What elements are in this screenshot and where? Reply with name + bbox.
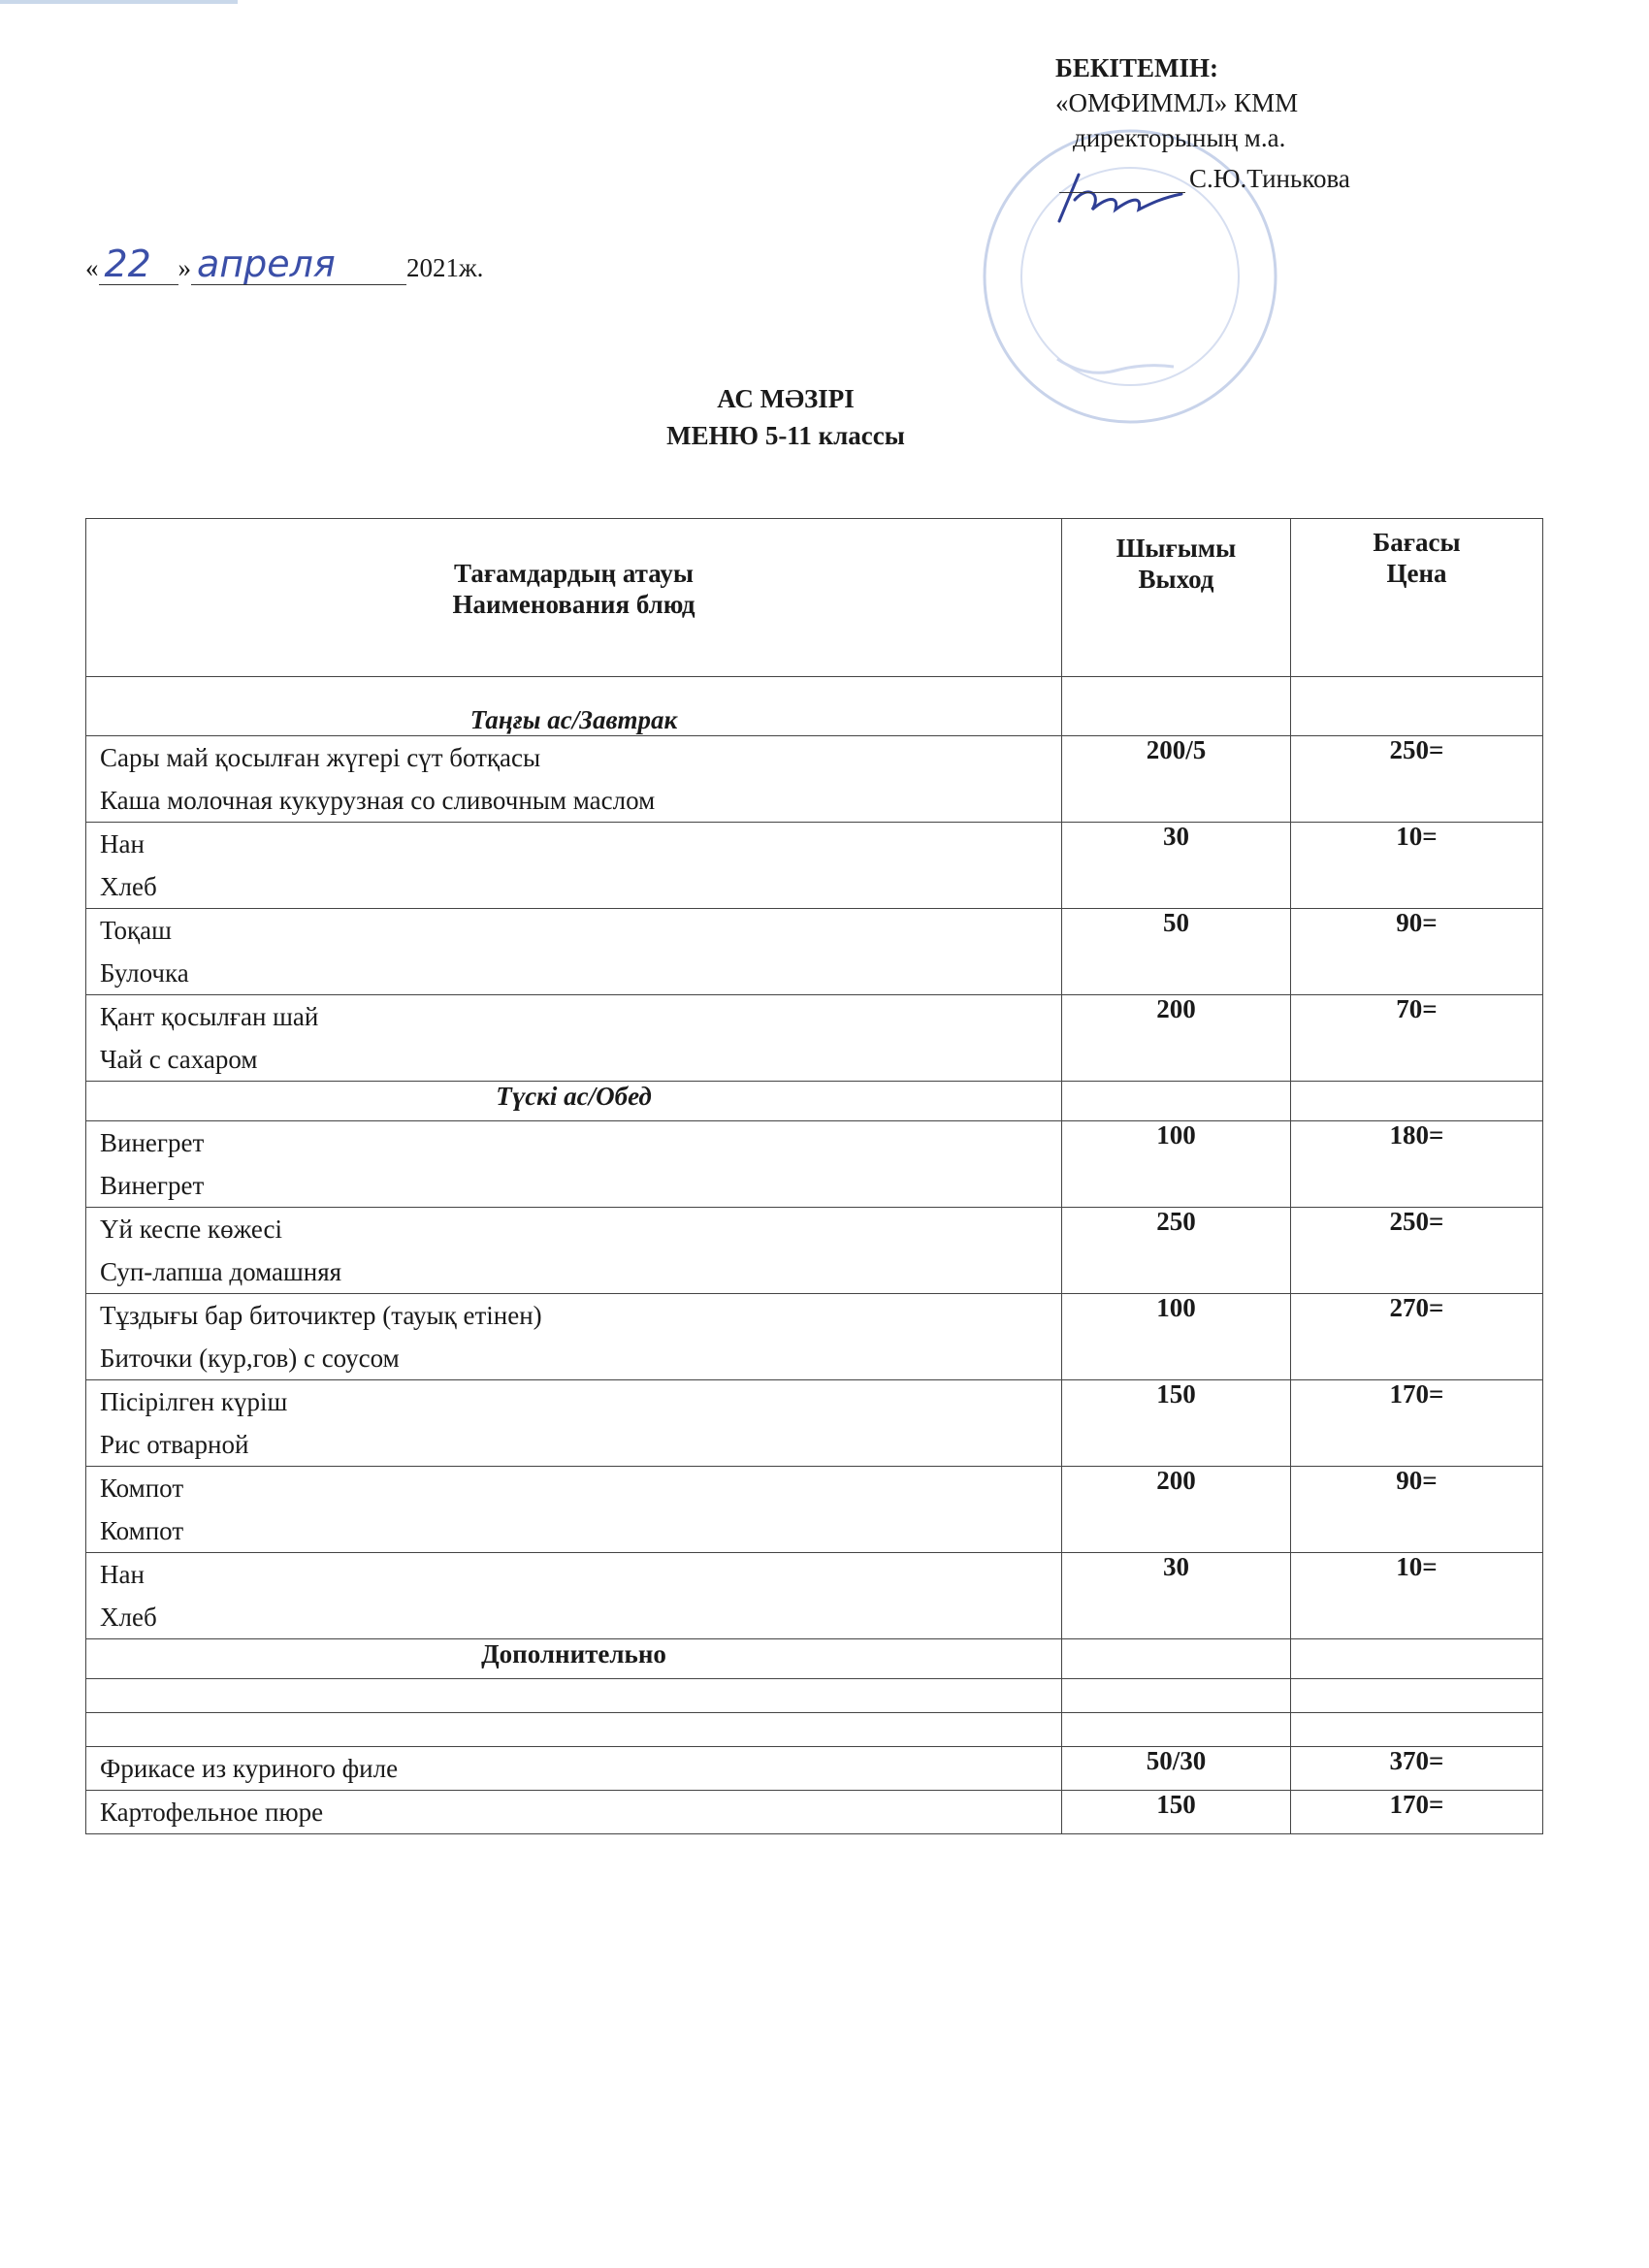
scan-edge [0, 0, 238, 4]
dish-name-ru: Каша молочная кукурузная со сливочным маслом [100, 786, 656, 815]
dish-name-kz: Сары май қосылған жүгері сүт ботқасы [100, 743, 541, 772]
title-ru: МЕНЮ 5-11 классы [666, 421, 905, 450]
dish-output-cell [1062, 1553, 1291, 1639]
table-row [86, 1747, 1543, 1791]
dish-price: 70= [1396, 994, 1438, 1023]
dish-name-ru: Хлеб [100, 872, 157, 901]
dish-output-cell [1062, 1747, 1291, 1791]
dish-name-kz: Нан [100, 829, 145, 859]
dish-price: 270= [1389, 1293, 1444, 1322]
dish-output-cell [1062, 995, 1291, 1082]
date-close-quote: » [178, 253, 191, 282]
section-row-extra [86, 1639, 1543, 1679]
date-year: 2021ж. [406, 253, 484, 282]
dish-price-cell [1291, 1121, 1543, 1208]
dish-name-kz: Тұздығы бар биточиктер (тауық етінен) [100, 1301, 542, 1330]
dish-price-cell [1291, 1791, 1543, 1834]
dish-name-ru: Рис отварной [100, 1430, 249, 1459]
dish-output: 30 [1163, 1552, 1189, 1581]
dish-output: 200 [1156, 1466, 1196, 1495]
approval-title: БЕКІТЕМІН: [1055, 53, 1218, 82]
date-line [85, 243, 484, 285]
dish-output: 150 [1156, 1790, 1196, 1819]
dish-name-cell [86, 1121, 1062, 1208]
table-row [86, 1467, 1543, 1553]
table-row [86, 1553, 1543, 1639]
extra-rows [86, 1747, 1543, 1834]
dish-name-kz: Үй кеспе көжесі [100, 1215, 283, 1244]
dish-price: 10= [1396, 1552, 1438, 1581]
dish-output: 250 [1156, 1207, 1196, 1236]
dish-price: 170= [1389, 1790, 1444, 1819]
dish-price-cell [1291, 1747, 1543, 1791]
dish-name-cell [86, 736, 1062, 823]
dish-price-cell [1291, 1553, 1543, 1639]
dish-price: 90= [1396, 908, 1438, 937]
date-open-quote: « [85, 253, 99, 282]
breakfast-rows [86, 736, 1543, 1082]
approval-signer: С.Ю.Тинькова [1189, 164, 1350, 193]
dish-price: 180= [1389, 1120, 1444, 1150]
dish-price: 170= [1389, 1379, 1444, 1409]
table-row [86, 736, 1543, 823]
header-price: Бағасы Цена [1291, 519, 1543, 677]
dish-output-cell [1062, 909, 1291, 995]
dish-name-kz: Қант қосылған шай [100, 1002, 319, 1031]
dish-name-ru: Чай с сахаром [100, 1045, 258, 1074]
dish-name-ru: Биточки (кур,гов) с соусом [100, 1344, 400, 1373]
dish-output-cell [1062, 1294, 1291, 1380]
dish-name-ru: Булочка [100, 958, 189, 988]
document-title [543, 380, 1028, 454]
dish-output: 100 [1156, 1293, 1196, 1322]
dish-name-cell [86, 823, 1062, 909]
date-day: 22 [104, 243, 151, 285]
header-output: Шығымы Выход [1062, 519, 1291, 677]
date-month: апреля [197, 243, 336, 285]
table-row [86, 909, 1543, 995]
dish-output: 50 [1163, 908, 1189, 937]
dish-name-cell [86, 995, 1062, 1082]
blank-row [86, 1713, 1543, 1747]
table-row [86, 1121, 1543, 1208]
dish-output-cell [1062, 736, 1291, 823]
dish-name-ru: Винегрет [100, 1171, 205, 1200]
dish-name-kz: Нан [100, 1560, 145, 1589]
dish-output-cell [1062, 823, 1291, 909]
dish-price-cell [1291, 1380, 1543, 1467]
blank-row [86, 1679, 1543, 1713]
dish-name-cell [86, 1208, 1062, 1294]
table-row [86, 823, 1543, 909]
dish-price-cell [1291, 909, 1543, 995]
dish-price-cell [1291, 1467, 1543, 1553]
dish-name-ru: Хлеб [100, 1603, 157, 1632]
approval-block [1055, 50, 1560, 196]
section-label-extra: Дополнительно [86, 1639, 1062, 1679]
dish-name-cell [86, 1294, 1062, 1380]
table-row [86, 1380, 1543, 1467]
dish-output: 200 [1156, 994, 1196, 1023]
dish-name-kz: Пісірілген күріш [100, 1387, 288, 1416]
section-label-lunch: Түскі ас/Обед [86, 1082, 1062, 1121]
dish-name-kz: Компот [100, 1474, 184, 1503]
table-row [86, 995, 1543, 1082]
dish-name: Фрикасе из куриного филе [100, 1754, 399, 1783]
dish-output: 100 [1156, 1120, 1196, 1150]
dish-price-cell [1291, 1294, 1543, 1380]
menu-table [85, 518, 1543, 1834]
section-row-breakfast [86, 677, 1543, 736]
dish-name-kz: Тоқаш [100, 916, 172, 945]
table-row [86, 1791, 1543, 1834]
dish-name-ru: Суп-лапша домашняя [100, 1257, 342, 1286]
dish-output-cell [1062, 1380, 1291, 1467]
signature-line [1055, 157, 1560, 196]
dish-name-kz: Винегрет [100, 1128, 205, 1157]
table-row [86, 1208, 1543, 1294]
dish-output: 30 [1163, 822, 1189, 851]
table-row [86, 1294, 1543, 1380]
dish-price: 250= [1389, 1207, 1444, 1236]
dish-price: 370= [1389, 1746, 1444, 1775]
dish-output: 200/5 [1146, 735, 1207, 764]
date-month-field [191, 243, 406, 285]
approval-role: директорының м.а. [1073, 123, 1286, 152]
dish-price: 250= [1389, 735, 1444, 764]
dish-output-cell [1062, 1467, 1291, 1553]
dish-output-cell [1062, 1121, 1291, 1208]
table-header-row [86, 519, 1543, 677]
section-row-lunch [86, 1082, 1543, 1121]
dish-name-cell [86, 909, 1062, 995]
dish-price: 10= [1396, 822, 1438, 851]
dish-price: 90= [1396, 1466, 1438, 1495]
dish-price-cell [1291, 1208, 1543, 1294]
dish-price-cell [1291, 995, 1543, 1082]
dish-name-cell [86, 1747, 1062, 1791]
signature-underline [1059, 192, 1185, 193]
section-label-breakfast: Таңғы ас/Завтрак [86, 677, 1062, 736]
dish-output: 150 [1156, 1379, 1196, 1409]
dish-name-ru: Компот [100, 1516, 184, 1545]
dish-name-cell [86, 1791, 1062, 1834]
date-day-field [99, 243, 178, 285]
title-kz: АС МӘЗІРІ [717, 384, 855, 413]
header-name: Тағамдардың атауы Наименования блюд [86, 519, 1062, 677]
lunch-rows [86, 1121, 1543, 1639]
approval-org: «ОМФИММЛ» КММ [1055, 88, 1299, 117]
dish-name-cell [86, 1467, 1062, 1553]
dish-name-cell [86, 1380, 1062, 1467]
dish-name: Картофельное пюре [100, 1798, 324, 1827]
dish-price-cell [1291, 823, 1543, 909]
dish-price-cell [1291, 736, 1543, 823]
dish-output-cell [1062, 1791, 1291, 1834]
dish-output-cell [1062, 1208, 1291, 1294]
dish-name-cell [86, 1553, 1062, 1639]
dish-output: 50/30 [1146, 1746, 1207, 1775]
